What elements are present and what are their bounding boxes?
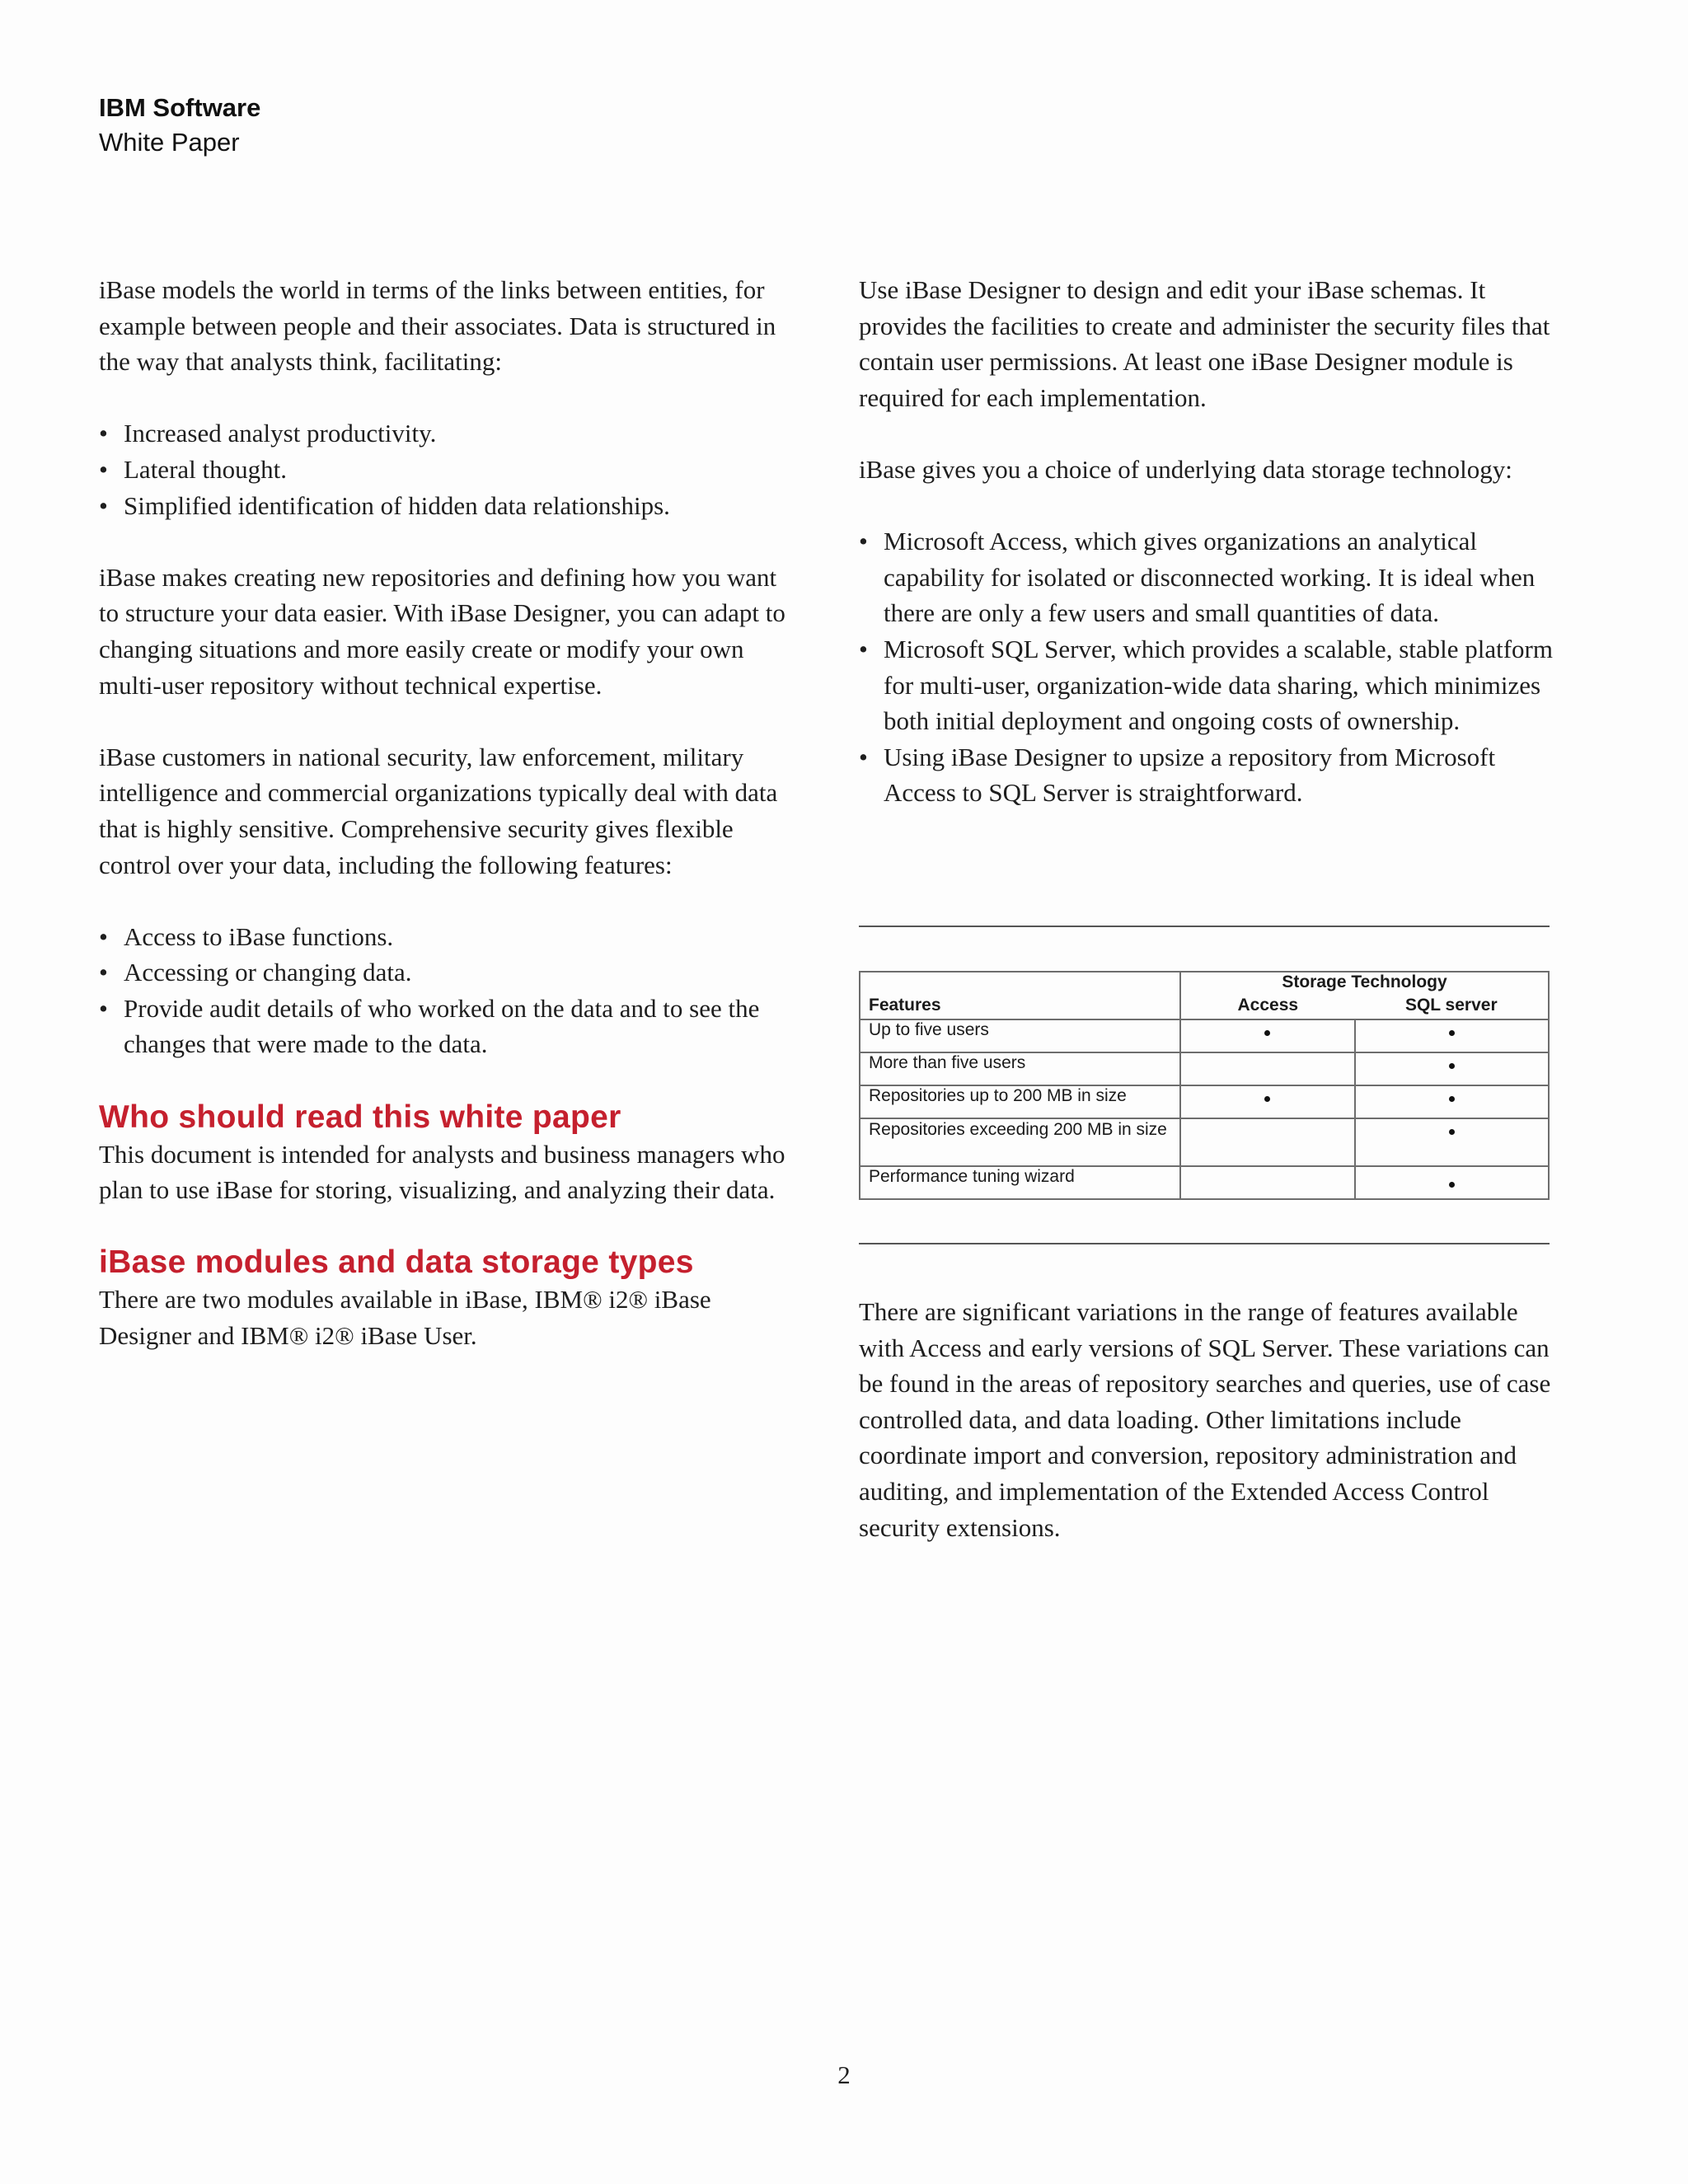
- page-number: 2: [837, 2060, 851, 2089]
- column-header-features: Features: [860, 996, 1180, 1019]
- column-header-access: Access: [1180, 996, 1355, 1019]
- brand-name: IBM Software: [99, 93, 261, 122]
- table-row: [860, 1019, 1549, 1052]
- table-row: [860, 1052, 1549, 1085]
- table-row: [860, 1118, 1549, 1166]
- sql-cell: [1355, 1052, 1549, 1085]
- access-cell: [1180, 1019, 1355, 1052]
- modules-heading: iBase modules and data storage types: [99, 1244, 694, 1281]
- designer-paragraph: iBase makes creating new repositories and defining how you want to structure your data easier. With iBase Designer, you can adapt to changing situations and more easily create or modify your own multi-user repository without technical expertise.: [99, 562, 785, 700]
- table-corner: [860, 972, 1180, 996]
- sql-cell: [1355, 1019, 1549, 1052]
- access-cell: [1180, 1085, 1355, 1118]
- left-column: [99, 272, 799, 1354]
- divider-bottom: [859, 1243, 1550, 1244]
- audience-heading: Who should read this white paper: [99, 1099, 621, 1135]
- page-header: [99, 91, 260, 160]
- list-item: • Accessing or changing data.: [99, 954, 799, 991]
- list-item: • Increased analyst productivity.: [99, 415, 799, 452]
- variations-section: [859, 1294, 1559, 1545]
- list-item: • Microsoft Access, which gives organizations an analytical capability for isolated or disconnected working. It is ideal when there are only a few users and small quantities of data.: [859, 523, 1559, 631]
- check-dot-icon: [1449, 1096, 1455, 1102]
- variations-paragraph: There are significant variations in the range of features available with Access and early versions of SQL Server. These variations can be found in the areas of repository searches and queries, use of case controlled data, and data loading. Other limitations include coordinate import and conversion, repository administration and auditing, and implementation of the Extended Access Control security extensions.: [859, 1297, 1551, 1542]
- list-item: • Microsoft SQL Server, which provides a scalable, stable platform for multi-user, organization-wide data sharing, which minimizes both initial deployment and ongoing costs of ownership.: [859, 631, 1559, 739]
- list-item: • Using iBase Designer to upsize a repository from Microsoft Access to SQL Server is straightforward.: [859, 739, 1559, 811]
- table-row: [860, 1166, 1549, 1199]
- list-item: • Provide audit details of who worked on the data and to see the changes that were made to the data.: [99, 991, 799, 1062]
- divider-top: [859, 926, 1550, 927]
- storage-technology-table: [859, 971, 1550, 1200]
- access-cell: [1180, 1118, 1355, 1166]
- check-dot-icon: [1264, 1096, 1270, 1102]
- check-dot-icon: [1264, 1030, 1270, 1036]
- list-item: • Simplified identification of hidden data relationships.: [99, 488, 799, 524]
- access-cell: [1180, 1166, 1355, 1199]
- intro-paragraph: iBase models the world in terms of the links between entities, for example between people and their associates. Data is structured in the way that analysts think, facilitating:: [99, 275, 776, 377]
- security-paragraph: iBase customers in national security, law enforcement, military intelligence and commercial organizations typically deal with data that is highly sensitive. Comprehensive security gives flexible control over your data, including the following features:: [99, 742, 778, 879]
- document-type: White Paper: [99, 128, 240, 157]
- feature-cell: Performance tuning wizard: [860, 1166, 1180, 1199]
- sql-cell: [1355, 1118, 1549, 1166]
- feature-cell: Repositories exceeding 200 MB in size: [860, 1118, 1180, 1166]
- list-item: • Access to iBase functions.: [99, 919, 799, 955]
- check-dot-icon: [1449, 1129, 1455, 1135]
- storage-options-list: [859, 523, 1559, 811]
- security-features-list: [99, 919, 799, 1062]
- feature-cell: Repositories up to 200 MB in size: [860, 1085, 1180, 1118]
- table-group-header: Storage Technology: [1180, 972, 1549, 996]
- modules-paragraph: There are two modules available in iBase, IBM® i2® iBase Designer and IBM® i2® iBase User.: [99, 1285, 711, 1351]
- access-cell: [1180, 1052, 1355, 1085]
- check-dot-icon: [1449, 1063, 1455, 1069]
- check-dot-icon: [1449, 1182, 1455, 1188]
- column-header-sql: SQL server: [1355, 996, 1549, 1019]
- feature-cell: Up to five users: [860, 1019, 1180, 1052]
- storage-intro: iBase gives you a choice of underlying data storage technology:: [859, 454, 1512, 484]
- sql-cell: [1355, 1166, 1549, 1199]
- storage-table-container: [859, 971, 1550, 1200]
- sql-cell: [1355, 1085, 1549, 1118]
- benefits-list: [99, 415, 799, 523]
- feature-cell: More than five users: [860, 1052, 1180, 1085]
- check-dot-icon: [1449, 1030, 1455, 1036]
- table-row: [860, 1085, 1549, 1118]
- list-item: • Lateral thought.: [99, 452, 799, 488]
- designer-description: Use iBase Designer to design and edit your iBase schemas. It provides the facilities to create and administer the security files that contain user permissions. At least one iBase Designer module is required for each implementation.: [859, 275, 1550, 412]
- audience-paragraph: This document is intended for analysts and business managers who plan to use iBase for storing, visualizing, and analyzing their data.: [99, 1139, 785, 1205]
- right-column: [859, 272, 1559, 847]
